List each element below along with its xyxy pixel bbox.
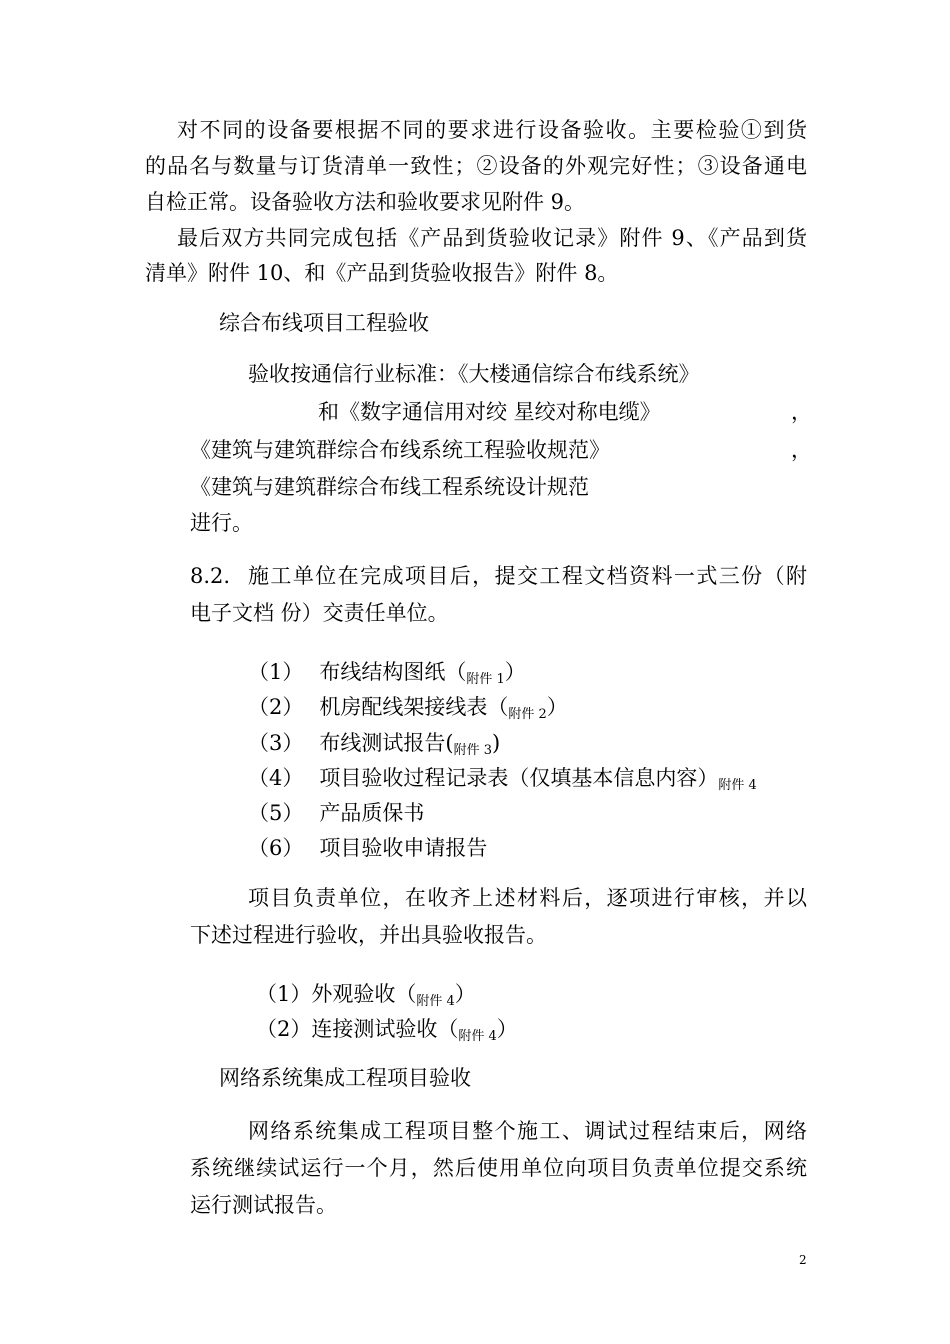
list-text: 机房配线架接线表（ <box>319 695 509 719</box>
paragraph-line: 电子文档 份）交责任单位。 <box>190 601 449 625</box>
list-item <box>248 768 757 792</box>
page-number: 2 <box>799 1253 807 1267</box>
list-text: 项目验收过程记录表（仅填基本信息内容） <box>319 766 719 790</box>
list-number: （3） <box>248 731 304 755</box>
paragraph-line: 网络系统集成工程项目整个施工、调试过程结束后，网络 <box>248 1119 807 1143</box>
list-item <box>256 984 476 1008</box>
list-text: （1）外观验收（ <box>256 982 417 1006</box>
attachment-ref: 附件 4 <box>718 778 757 793</box>
list-tail: ） <box>496 1017 518 1041</box>
paragraph-line: 的品名与数量与订货清单一致性；②设备的外观完好性；③设备通电 <box>145 154 807 178</box>
paragraph-line: 《建筑与建筑群综合布线工程系统设计规范 <box>190 475 589 499</box>
list-item <box>248 697 568 721</box>
list-number: （4） <box>248 766 304 790</box>
list-number: （1） <box>248 660 304 684</box>
paragraph-line: 项目负责单位，在收齐上述材料后，逐项进行审核，并以 <box>248 886 807 910</box>
list-item <box>248 662 526 686</box>
paragraph-line: 施工单位在完成项目后，提交工程文档资料一式三份（附 <box>248 564 807 588</box>
list-tail: ） <box>454 982 476 1006</box>
paragraph-line: 运行测试报告。 <box>190 1193 337 1217</box>
paragraph-line: 《建筑与建筑群综合布线系统工程验收规范》 <box>190 438 610 462</box>
list-text: 项目验收申请报告 <box>319 836 488 860</box>
list-tail: ） <box>504 660 526 684</box>
paragraph-line: 进行。 <box>190 511 253 535</box>
list-text: 布线结构图纸（ <box>319 660 467 684</box>
paragraph-line: 对不同的设备要根据不同的要求进行设备验收。主要检验①到货 <box>177 118 807 142</box>
list-number: （5） <box>248 801 304 825</box>
section-number: 8.2. <box>190 564 231 588</box>
list-tail: ） <box>546 695 568 719</box>
section-heading: 综合布线项目工程验收 <box>219 311 429 335</box>
paragraph-line: 下述过程进行验收，并出具验收报告。 <box>190 923 547 947</box>
paragraph-line: 和《数字通信用对绞 星绞对称电缆》 <box>318 400 661 424</box>
list-text: 布线测试报告( <box>319 731 454 755</box>
list-item <box>256 1019 518 1043</box>
list-number: （2） <box>248 695 304 719</box>
list-tail: ) <box>491 731 501 755</box>
paragraph-line: 最后双方共同完成包括《产品到货验收记录》附件 9、《产品到货 <box>177 226 807 250</box>
attachment-ref: 附件 2 <box>508 707 547 722</box>
list-item <box>248 838 487 859</box>
list-text: （2）连接测试验收（ <box>256 1017 459 1041</box>
paragraph-line: 系统继续试运行一个月，然后使用单位向项目负责单位提交系统 <box>190 1156 807 1180</box>
attachment-ref: 附件 1 <box>466 672 505 687</box>
list-item <box>248 803 424 824</box>
paragraph-line: 清单》附件 10、和《产品到货验收报告》附件 8。 <box>145 261 619 285</box>
attachment-ref: 附件 4 <box>458 1029 497 1044</box>
paragraph-line: 自检正常。设备验收方法和验收要求见附件 9。 <box>145 190 586 214</box>
punctuation: ， <box>791 400 812 424</box>
list-text: 产品质保书 <box>319 801 425 825</box>
attachment-ref: 附件 4 <box>416 994 455 1009</box>
list-item <box>248 733 500 757</box>
list-number: （6） <box>248 836 304 860</box>
section-heading: 网络系统集成工程项目验收 <box>219 1066 471 1090</box>
attachment-ref: 附件 3 <box>453 743 492 758</box>
paragraph-line: 验收按通信行业标准：《大楼通信综合布线系统》 <box>248 362 700 386</box>
punctuation: ， <box>791 438 812 462</box>
